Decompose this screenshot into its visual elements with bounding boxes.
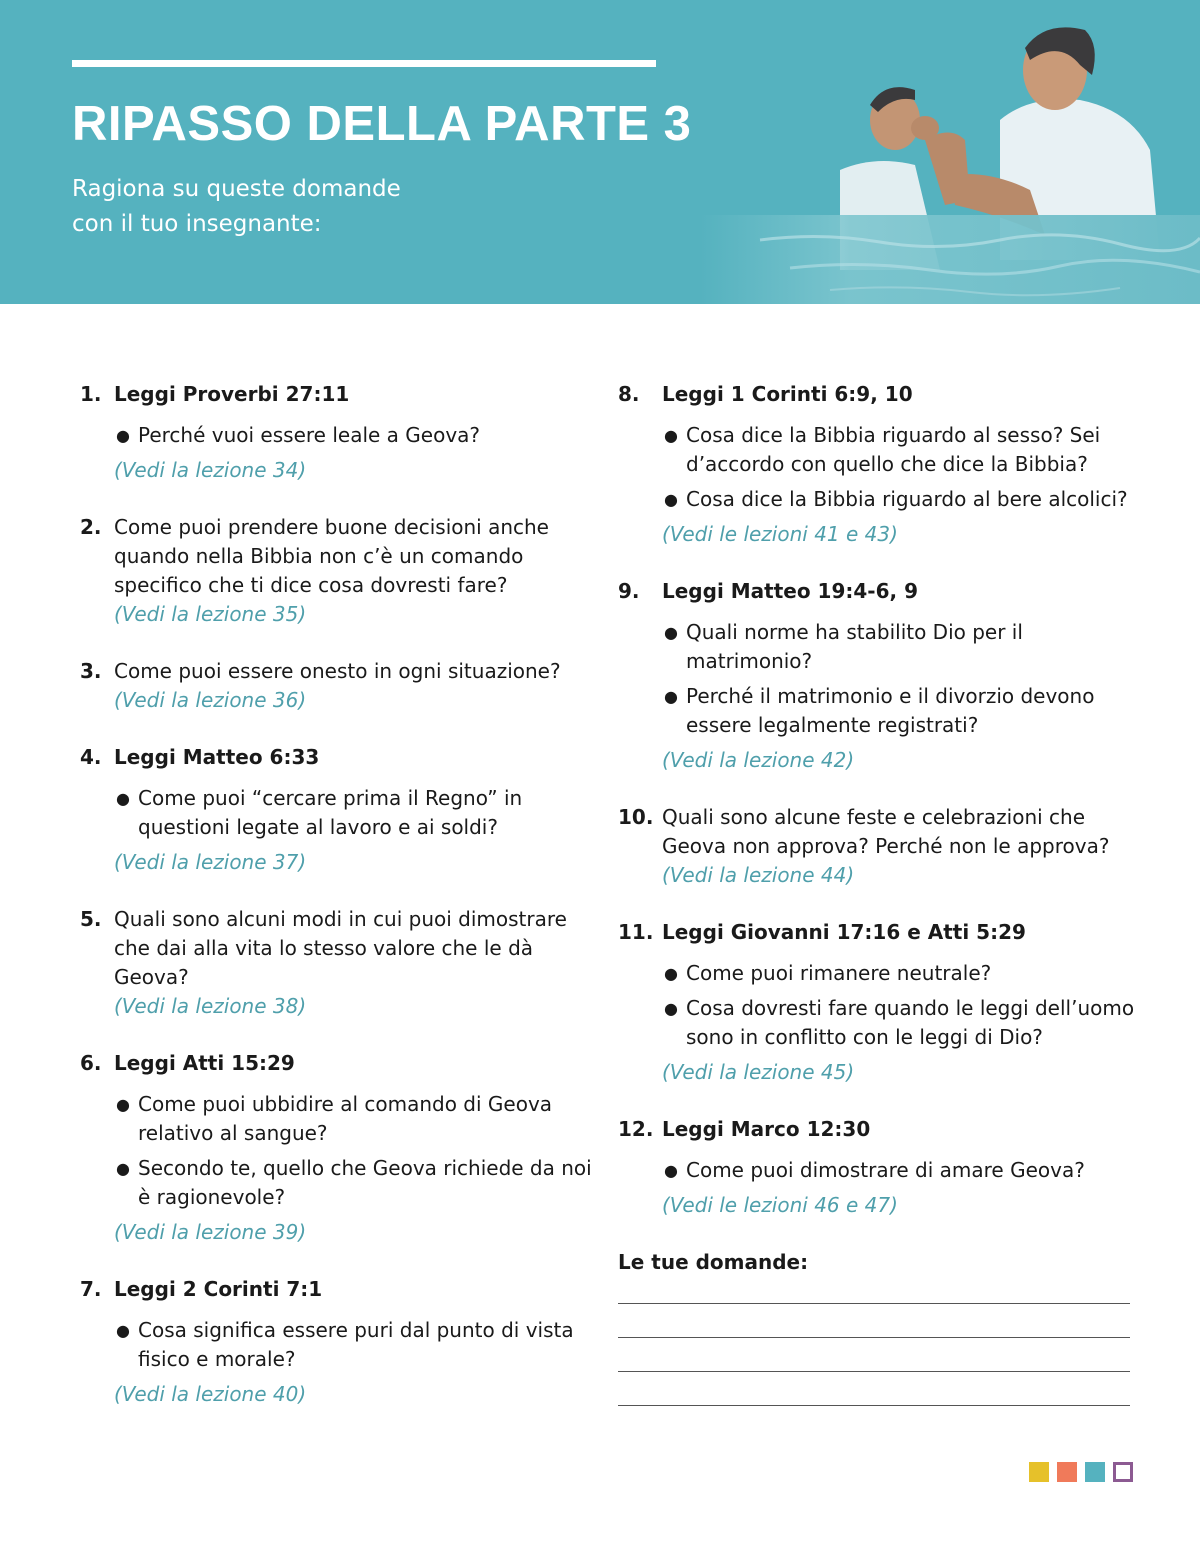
lesson-reference: (Vedi la lezione 44) xyxy=(662,863,855,887)
page-title: RIPASSO DELLA PARTE 3 xyxy=(72,97,692,151)
question-item xyxy=(80,657,600,715)
lesson-reference: (Vedi le lezioni 46 e 47) xyxy=(662,1193,898,1217)
question-number: 2. xyxy=(80,515,102,539)
question-heading: Leggi 2 Corinti 7:1 xyxy=(114,1277,323,1301)
question-item xyxy=(618,577,1138,775)
question-item xyxy=(80,905,600,1021)
bullet-text: Cosa dice la Bibbia riguardo al sesso? Sei d’accordo con quello che dice la Bibbia? xyxy=(686,423,1101,476)
bullet-icon: ● xyxy=(664,999,678,1018)
question-item xyxy=(80,513,600,629)
question-number: 6. xyxy=(80,1051,102,1075)
bullet-item xyxy=(662,618,1138,676)
swatch-coral xyxy=(1057,1462,1077,1482)
swatch-purple-outline xyxy=(1113,1462,1133,1482)
bullet-item xyxy=(662,485,1138,514)
bullet-item xyxy=(114,1154,600,1212)
bullet-text: Come puoi “cercare prima il Regno” in questioni legate al lavoro e ai soldi? xyxy=(138,786,523,839)
swatch-yellow xyxy=(1029,1462,1049,1482)
lesson-reference: (Vedi la lezione 38) xyxy=(114,994,307,1018)
bullet-icon: ● xyxy=(116,789,130,808)
questions-left-column xyxy=(80,380,600,1437)
lesson-reference: (Vedi la lezione 45) xyxy=(662,1060,855,1084)
bullet-text: Cosa dovresti fare quando le leggi dell’uomo sono in conflitto con le leggi di Dio? xyxy=(686,996,1135,1049)
bullet-item xyxy=(662,1156,1138,1185)
question-number: 12. xyxy=(618,1117,654,1141)
bullet-text: Perché il matrimonio e il divorzio devono essere legalmente registrati? xyxy=(686,684,1095,737)
bullet-icon: ● xyxy=(116,1095,130,1114)
question-text: Come puoi prendere buone decisioni anche quando nella Bibbia non c’è un comando specifico che ti dice cosa dovresti fare? xyxy=(114,515,549,597)
bullet-text: Come puoi ubbidire al comando di Geova relativo al sangue? xyxy=(138,1092,553,1145)
question-number: 7. xyxy=(80,1277,102,1301)
bullet-text: Quali norme ha stabilito Dio per il matrimonio? xyxy=(686,620,1023,673)
header-rule xyxy=(72,60,656,67)
your-questions-title: Le tue domande: xyxy=(618,1250,809,1274)
question-heading: Leggi Proverbi 27:11 xyxy=(114,382,350,406)
bullet-icon: ● xyxy=(664,964,678,983)
bullet-item xyxy=(662,421,1138,479)
subtitle-line: con il tuo insegnante: xyxy=(72,211,322,237)
baptism-illustration xyxy=(700,0,1200,304)
question-item xyxy=(80,743,600,877)
bullet-text: Come puoi dimostrare di amare Geova? xyxy=(686,1158,1085,1182)
question-number: 4. xyxy=(80,745,102,769)
lesson-reference: (Vedi la lezione 34) xyxy=(114,458,307,482)
bullet-text: Secondo te, quello che Geova richiede da noi è ragionevole? xyxy=(138,1156,592,1209)
bullet-icon: ● xyxy=(116,1321,130,1340)
bullet-icon: ● xyxy=(116,426,130,445)
bullet-item xyxy=(114,1090,600,1148)
question-heading: Leggi Matteo 19:4-6, 9 xyxy=(662,579,918,603)
question-item xyxy=(618,803,1138,890)
bullet-icon: ● xyxy=(664,426,678,445)
lesson-reference: (Vedi la lezione 36) xyxy=(114,688,307,712)
question-item xyxy=(618,1115,1138,1220)
bullet-icon: ● xyxy=(664,490,678,509)
bullet-icon: ● xyxy=(664,687,678,706)
question-item xyxy=(80,380,600,485)
question-heading: Leggi Marco 12:30 xyxy=(662,1117,871,1141)
bullet-icon: ● xyxy=(116,1159,130,1178)
bullet-item xyxy=(114,1316,600,1374)
swatch-teal xyxy=(1085,1462,1105,1482)
bullet-text: Cosa dice la Bibbia riguardo al bere alcolici? xyxy=(686,487,1128,511)
bullet-item xyxy=(114,421,600,450)
lesson-reference: (Vedi la lezione 42) xyxy=(662,748,855,772)
question-heading: Leggi 1 Corinti 6:9, 10 xyxy=(662,382,913,406)
question-text: Quali sono alcune feste e celebrazioni che Geova non approva? Perché non le approva? xyxy=(662,805,1110,858)
question-number: 10. xyxy=(618,805,654,829)
bullet-text: Come puoi rimanere neutrale? xyxy=(686,961,992,985)
writing-line[interactable] xyxy=(618,1303,1130,1304)
question-number: 8. xyxy=(618,382,640,406)
page-subtitle xyxy=(72,172,401,242)
question-item xyxy=(80,1049,600,1247)
bullet-item xyxy=(662,959,1138,988)
lesson-reference: (Vedi le lezioni 41 e 43) xyxy=(662,522,898,546)
lesson-reference: (Vedi la lezione 35) xyxy=(114,602,307,626)
bullet-text: Perché vuoi essere leale a Geova? xyxy=(138,423,481,447)
question-number: 11. xyxy=(618,920,654,944)
question-heading: Leggi Atti 15:29 xyxy=(114,1051,295,1075)
writing-line[interactable] xyxy=(618,1337,1130,1338)
question-heading: Leggi Matteo 6:33 xyxy=(114,745,320,769)
lesson-reference: (Vedi la lezione 37) xyxy=(114,850,307,874)
question-item xyxy=(618,918,1138,1087)
your-questions-section xyxy=(618,1248,1138,1406)
bullet-item xyxy=(114,784,600,842)
header-banner xyxy=(0,0,1200,304)
bullet-icon: ● xyxy=(664,623,678,642)
question-text: Come puoi essere onesto in ogni situazione? xyxy=(114,659,561,683)
question-number: 5. xyxy=(80,907,102,931)
question-number: 3. xyxy=(80,659,102,683)
color-swatches xyxy=(1029,1462,1133,1482)
subtitle-line: Ragiona su queste domande xyxy=(72,176,401,202)
bullet-text: Cosa significa essere puri dal punto di vista fisico e morale? xyxy=(138,1318,574,1371)
writing-line[interactable] xyxy=(618,1405,1130,1406)
question-item xyxy=(80,1275,600,1409)
questions-right-column xyxy=(618,380,1138,1406)
lesson-reference: (Vedi la lezione 39) xyxy=(114,1220,307,1244)
question-text: Quali sono alcuni modi in cui puoi dimostrare che dai alla vita lo stesso valore che le dà Geova? xyxy=(114,907,567,989)
bullet-item xyxy=(662,682,1138,740)
question-number: 9. xyxy=(618,579,640,603)
question-heading: Leggi Giovanni 17:16 e Atti 5:29 xyxy=(662,920,1026,944)
question-number: 1. xyxy=(80,382,102,406)
writing-line[interactable] xyxy=(618,1371,1130,1372)
question-item xyxy=(618,380,1138,549)
bullet-icon: ● xyxy=(664,1161,678,1180)
lesson-reference: (Vedi la lezione 40) xyxy=(114,1382,307,1406)
bullet-item xyxy=(662,994,1138,1052)
